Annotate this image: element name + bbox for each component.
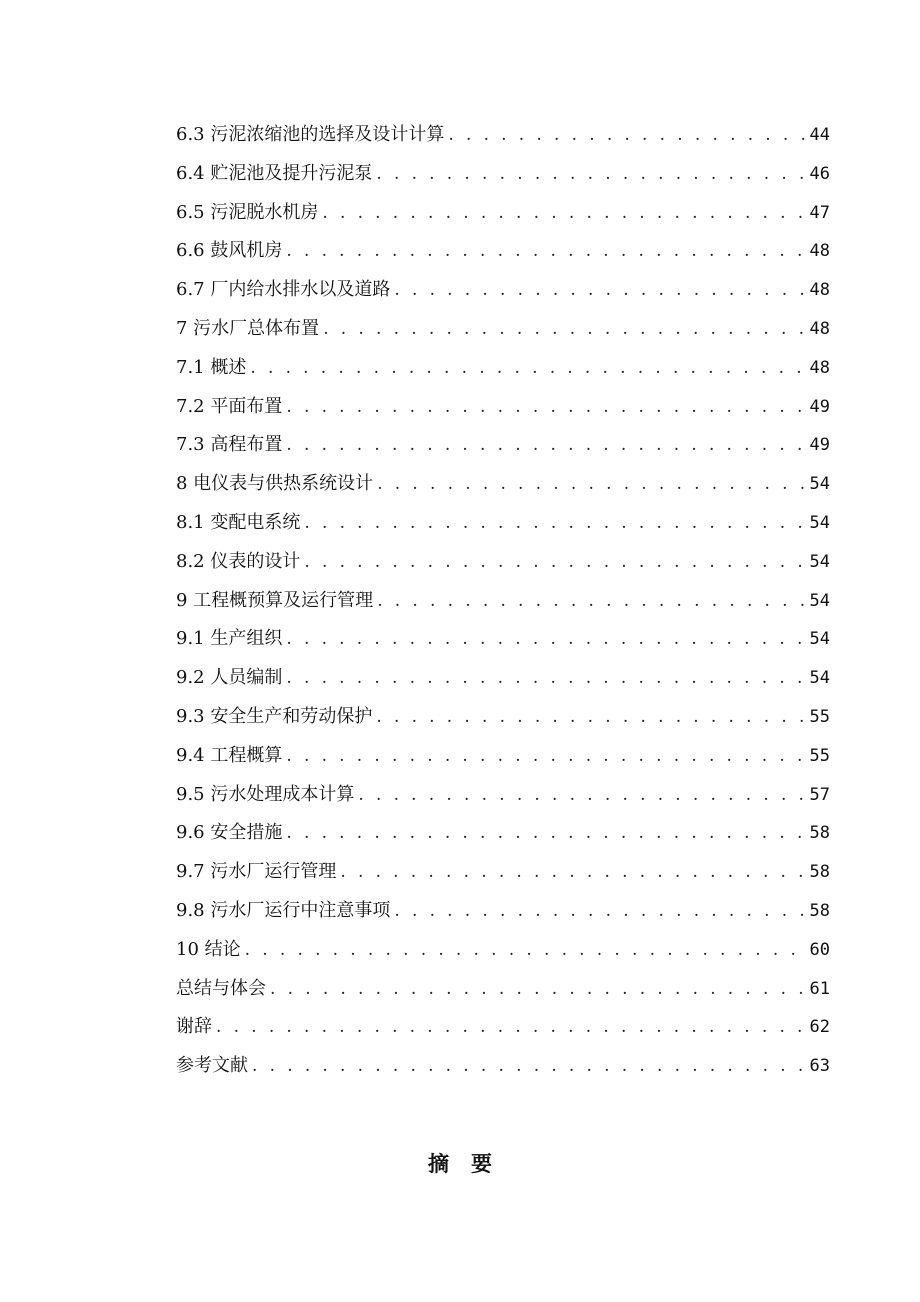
toc-dot-leader xyxy=(270,970,808,1009)
toc-entry-page: 48 xyxy=(809,280,830,301)
toc-entry[interactable] xyxy=(176,582,830,621)
toc-entry[interactable] xyxy=(176,116,830,155)
toc-entry[interactable] xyxy=(176,271,830,310)
toc-entry[interactable] xyxy=(176,853,830,892)
toc-entry-page: 58 xyxy=(809,862,830,883)
toc-entry-page: 54 xyxy=(809,629,830,650)
toc-entry-page: 48 xyxy=(809,318,830,339)
toc-dot-leader xyxy=(323,310,807,349)
toc-dot-leader xyxy=(286,620,807,659)
toc-dot-leader xyxy=(286,659,807,698)
toc-entry-title: 6.5 污泥脱水机房 xyxy=(176,201,319,223)
toc-entry[interactable] xyxy=(176,698,830,737)
toc-entry[interactable] xyxy=(176,194,830,233)
toc-entry-page: 49 xyxy=(809,435,830,456)
toc-dot-leader xyxy=(286,737,807,776)
toc-dot-leader xyxy=(376,155,807,194)
toc-dot-leader xyxy=(376,698,807,737)
toc-entry[interactable] xyxy=(176,931,830,970)
toc-entry-title: 9.1 生产组织 xyxy=(176,628,283,650)
toc-entry-page: 46 xyxy=(809,163,830,184)
toc-entry-title: 7 污水厂总体布置 xyxy=(176,317,320,339)
toc-entry[interactable] xyxy=(176,659,830,698)
toc-entry-page: 55 xyxy=(809,706,830,727)
toc-entry-page: 57 xyxy=(809,784,830,805)
toc-entry[interactable] xyxy=(176,155,830,194)
toc-entry-title: 6.6 鼓风机房 xyxy=(176,240,283,262)
toc-entry-title: 9.5 污水处理成本计算 xyxy=(176,783,355,805)
toc-dot-leader xyxy=(377,465,807,504)
toc-dot-leader xyxy=(216,1008,808,1047)
toc-entry[interactable] xyxy=(176,814,830,853)
toc-dot-leader xyxy=(252,1047,808,1086)
toc-entry-title: 8.2 仪表的设计 xyxy=(176,550,301,572)
toc-entry-title: 6.4 贮泥池及提升污泥泵 xyxy=(176,162,373,184)
toc-dot-leader xyxy=(286,232,807,271)
toc-entry-title: 9.8 污水厂运行中注意事项 xyxy=(176,899,391,921)
toc-dot-leader xyxy=(286,388,807,427)
toc-entry[interactable] xyxy=(176,1047,830,1086)
toc-entry-page: 62 xyxy=(809,1017,830,1038)
toc-entry[interactable] xyxy=(176,504,830,543)
toc-entry-title: 9.2 人员编制 xyxy=(176,667,283,689)
toc-entry[interactable] xyxy=(176,892,830,931)
toc-entry-title: 7.2 平面布置 xyxy=(176,395,283,417)
toc-entry-title: 7.3 高程布置 xyxy=(176,434,283,456)
toc-dot-leader xyxy=(250,349,807,388)
toc-entry-title: 9.6 安全措施 xyxy=(176,822,283,844)
toc-entry-page: 54 xyxy=(809,474,830,495)
toc-entry-title: 8 电仪表与供热系统设计 xyxy=(176,473,374,495)
toc-entry-page: 49 xyxy=(809,396,830,417)
toc-entry-title: 9.4 工程概算 xyxy=(176,744,283,766)
toc-entry-title: 10 结论 xyxy=(176,938,241,960)
toc-entry-title: 7.1 概述 xyxy=(176,356,247,378)
toc-dot-leader xyxy=(394,271,807,310)
toc-entry-page: 54 xyxy=(809,590,830,611)
toc-dot-leader xyxy=(394,892,807,931)
toc-entry-title: 8.1 变配电系统 xyxy=(176,511,301,533)
toc-entry-page: 48 xyxy=(809,357,830,378)
toc-entry-page: 61 xyxy=(809,978,830,999)
toc-entry-page: 54 xyxy=(809,551,830,572)
toc-entry-title: 谢辞 xyxy=(176,1016,212,1038)
toc-entry[interactable] xyxy=(176,776,830,815)
toc-entry-title: 9.3 安全生产和劳动保护 xyxy=(176,705,373,727)
toc-dot-leader xyxy=(322,194,807,233)
toc-entry-page: 58 xyxy=(809,900,830,921)
toc-entry[interactable] xyxy=(176,620,830,659)
table-of-contents xyxy=(176,116,830,1086)
toc-entry-title: 参考文献 xyxy=(176,1055,248,1077)
toc-entry[interactable] xyxy=(176,1008,830,1047)
toc-entry-title: 6.3 污泥浓缩池的选择及设计计算 xyxy=(176,124,445,145)
toc-entry-page: 54 xyxy=(809,512,830,533)
toc-entry[interactable] xyxy=(176,349,830,388)
toc-entry[interactable] xyxy=(176,426,830,465)
toc-entry-page: 54 xyxy=(809,668,830,689)
toc-dot-leader xyxy=(358,776,807,815)
toc-entry[interactable] xyxy=(176,388,830,427)
toc-entry-title: 总结与体会 xyxy=(176,977,266,999)
toc-entry[interactable] xyxy=(176,232,830,271)
toc-entry[interactable] xyxy=(176,737,830,776)
toc-entry-page: 44 xyxy=(809,125,830,145)
toc-dot-leader xyxy=(377,582,807,621)
toc-entry-page: 47 xyxy=(809,202,830,223)
toc-entry[interactable] xyxy=(176,310,830,349)
toc-dot-leader xyxy=(304,504,807,543)
toc-entry-title: 9.7 污水厂运行管理 xyxy=(176,861,337,883)
toc-entry-page: 55 xyxy=(809,745,830,766)
toc-entry-title: 9 工程概预算及运行管理 xyxy=(176,589,374,611)
toc-dot-leader xyxy=(340,853,807,892)
toc-dot-leader xyxy=(448,116,807,155)
toc-dot-leader xyxy=(304,543,807,582)
toc-entry-page: 63 xyxy=(809,1056,830,1077)
toc-entry[interactable] xyxy=(176,465,830,504)
toc-entry[interactable] xyxy=(176,970,830,1009)
toc-entry-title: 6.7 厂内给水排水以及道路 xyxy=(176,279,391,301)
toc-dot-leader xyxy=(286,814,807,853)
toc-entry-page: 60 xyxy=(809,939,830,960)
abstract-heading: 摘要 xyxy=(428,1152,514,1176)
toc-dot-leader xyxy=(245,931,808,970)
toc-entry-page: 48 xyxy=(809,241,830,262)
toc-dot-leader xyxy=(286,426,807,465)
toc-entry[interactable] xyxy=(176,543,830,582)
toc-entry-page: 58 xyxy=(809,823,830,844)
